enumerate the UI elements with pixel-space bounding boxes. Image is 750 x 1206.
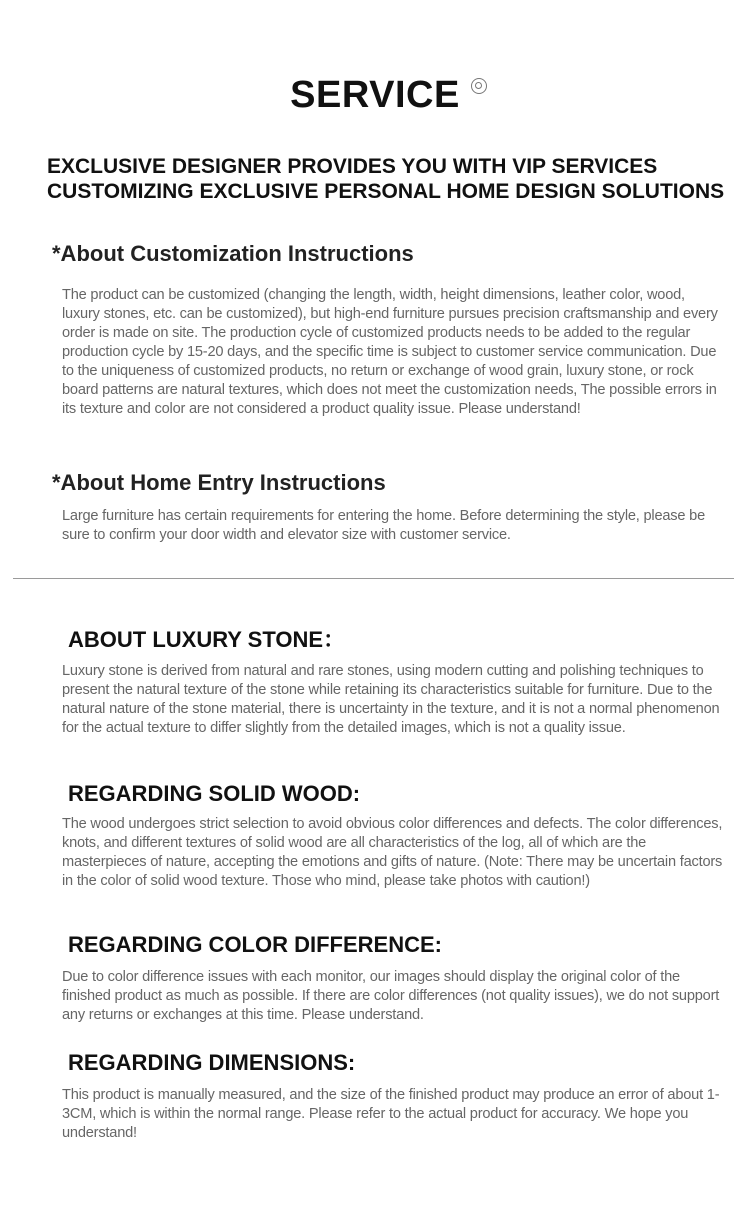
title-block bbox=[0, 74, 750, 117]
color-difference-heading: REGARDING COLOR DIFFERENCE: bbox=[68, 932, 442, 957]
home-entry-heading: *About Home Entry Instructions bbox=[52, 470, 386, 495]
luxury-stone-heading: ABOUT LUXURY STONE： bbox=[68, 627, 346, 652]
solid-wood-text: The wood undergoes strict selection to avoid obvious color differences and defects. The color differences, knots, and different textures of solid wood are all characteristics of the log, all of which are the masterpieces of nature, accepting the emotions and gifts of nature. (Note: There may be uncertain factors in the color of solid wood texture. Those who mind, please take photos with caution!) bbox=[62, 816, 723, 889]
dimensions-heading: REGARDING DIMENSIONS: bbox=[68, 1050, 356, 1075]
luxury-stone-text: Luxury stone is derived from natural and rare stones, using modern cutting and polishing techniques to present the natural texture of the stone while retaining its characteristics suitable for furniture. Due to the natural nature of the stone material, there is uncertainty in the texture, and it is not a normal phenomenon for the actual texture to differ slightly from the detailed images, which is not a quality issue. bbox=[62, 663, 720, 736]
headline-line-2: CUSTOMIZING EXCLUSIVE PERSONAL HOME DESIGN SOLUTIONS bbox=[47, 180, 725, 203]
home-entry-text: Large furniture has certain requirements for entering the home. Before determining the style, please be sure to confirm your door width and elevator size with customer service. bbox=[62, 508, 705, 543]
concentric-circle-icon bbox=[471, 78, 487, 94]
headline-line-1: EXCLUSIVE DESIGNER PROVIDES YOU WITH VIP SERVICES bbox=[47, 155, 658, 178]
color-difference-text: Due to color difference issues with each monitor, our images should display the original color of the finished product as much as possible. If there are color differences (not quality issues), we do not support any returns or exchanges at this time. Please understand. bbox=[62, 969, 720, 1023]
page-title bbox=[290, 74, 460, 117]
customization-heading: *About Customization Instructions bbox=[52, 241, 414, 266]
page-title-text: SERVICE bbox=[290, 74, 460, 116]
solid-wood-heading: REGARDING SOLID WOOD: bbox=[68, 781, 361, 806]
customization-text: The product can be customized (changing the length, width, height dimensions, leather color, wood, luxury stones, etc. can be customized), but high-end furniture pursues precision craftsmanship and every order is made on site. The production cycle of customized products needs to be added to the regular production cycle by 15-20 days, and the specific time is subject to customer service communication. Due to the uniqueness of customized products, no return or exchange of wood grain, luxury stone, or rock board patterns are natural textures, which does not meet the customization needs, The possible errors in its texture and color are not considered a product quality issue. Please understand! bbox=[62, 287, 718, 417]
headline bbox=[47, 154, 737, 204]
section-divider bbox=[13, 578, 734, 579]
dimensions-text: This product is manually measured, and the size of the finished product may produce an error of about 1-3CM, which is within the normal range. Please refer to the actual product for accuracy. We hope you understand! bbox=[62, 1087, 720, 1141]
